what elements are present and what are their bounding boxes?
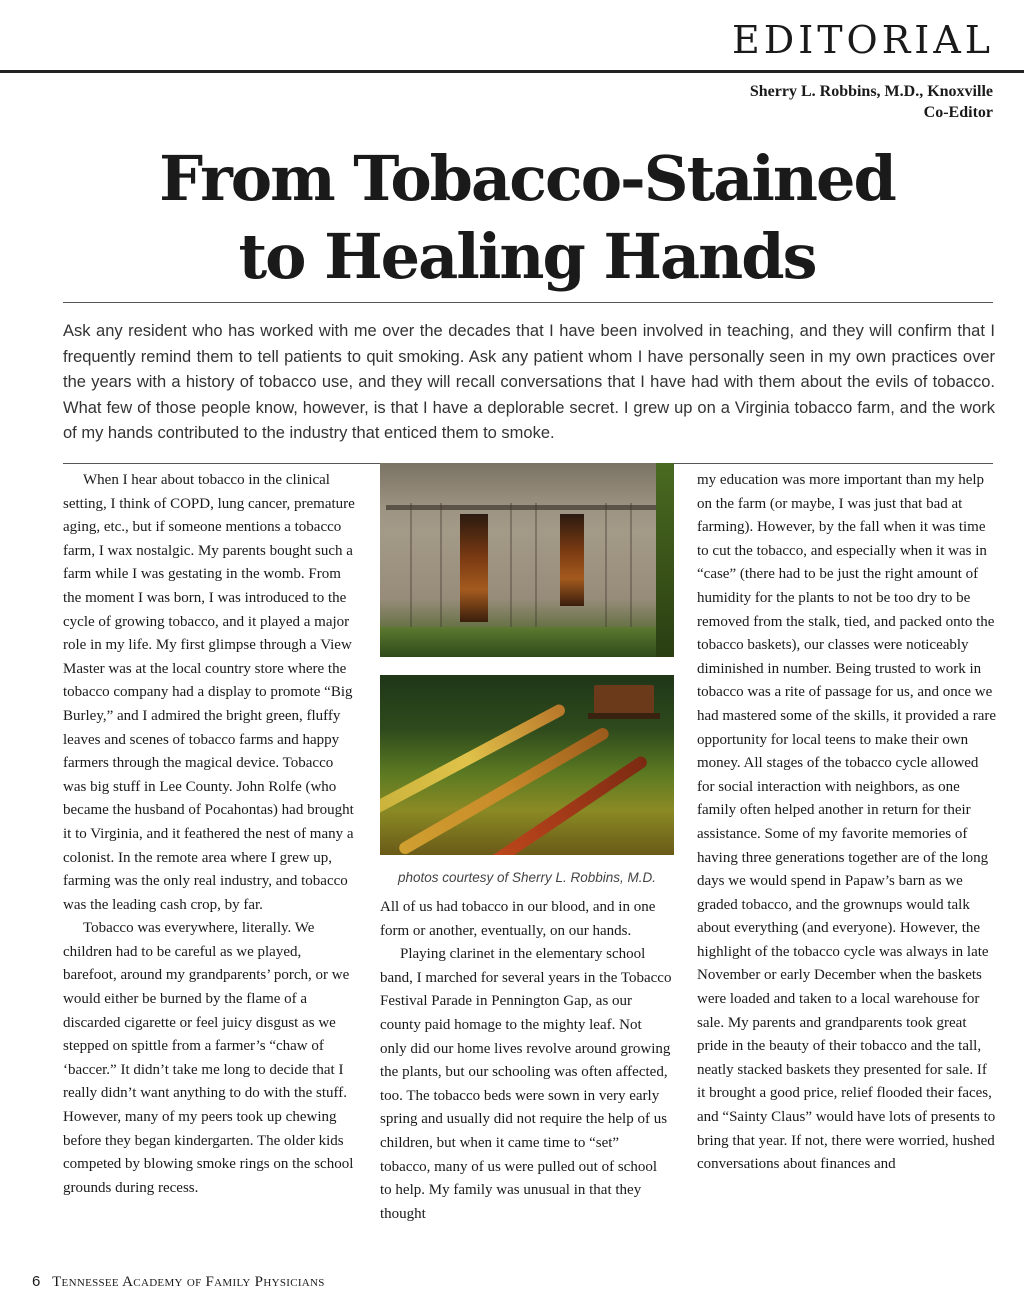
barn-door-hanging-tobacco: [560, 514, 584, 606]
tobacco-row: [477, 754, 650, 855]
barn-tree: [656, 463, 674, 657]
barn-plank: [410, 503, 412, 628]
intro-top-rule: [63, 302, 993, 303]
article-title: [60, 140, 994, 296]
barn-plank: [535, 503, 537, 628]
barn-plank: [440, 503, 442, 628]
title-line-1: From Tobacco-Stained: [159, 142, 895, 215]
header-rule: [0, 70, 1024, 73]
barn-plank: [605, 503, 607, 628]
col3-paragraph-1: my education was more important than my help on the farm (or maybe, I was just that bad at farming). However, by the fall when it was time to cut the tobacco, and especially when it was in “case” (there had to be just the right amount of humidity for the plants to not be too dry to be removed from the stalk, tied, and packed onto the tobacco baskets), our classes were noticeably diminished in number. Being trusted to work in tobacco was a rite of passage for us, and once we had mastered some of the skills, it provided a rare opportunity for local teens to make their own money. All stages of the tobacco cycle allowed for social interaction with neighbors, as one family often helped another in return for their assistance. Some of my favorite memories of having three generations together are of the long days we would spend in Papaw’s barn as we graded tobacco, and the grownups would talk about everything (and everyone). However, the highlight of the tobacco cycle was always in late November or early December when the baskets were loaded and taken to a local warehouse for sale. My parents and grandparents took great pride in the beauty of their tobacco and the tall, neatly stacked baskets they presented for sale. If it brought a good price, relief flooded their faces, and “Sainty Claus” would have lots of presents to bring that year. If not, there were worried, hushed conversations about finances and: [697, 472, 997, 1173]
col1-paragraph-2: Tobacco was everywhere, literally. We children had to be careful as we played, barefoot, around my grandparents’ porch, or we would either be burned by the flame of a discarded cigarette or feel juicy disgust as we stepped on spittle from a farmer’s “chaw of ‘baccer.” It didn’t take me long to decide that I really didn’t want anything to do with the stuff. However, many of my peers took up chewing before they began kindergarten. The older kids competed by blowing smoke rings on the school grounds during recess.: [63, 920, 354, 1196]
barn-beam: [386, 505, 671, 510]
author-name: Sherry L. Robbins, M.D., Knoxville: [749, 83, 993, 100]
page-number: 6: [32, 1273, 41, 1290]
tobacco-wagon-base: [588, 713, 660, 719]
barn-roof: [380, 463, 674, 505]
field-photo: [380, 675, 674, 855]
section-label: EDITORIAL: [731, 18, 994, 62]
intro-paragraph: Ask any resident who has worked with me over the decades that I have been involved in teaching, and they will confirm that I frequently remind them to tell patients to quit smoking. Ask any patient whom I have personally seen in my own practices over the years with a history of tobacco use, and they will recall conversations that I have had with them about the evils of tobacco. What few of those people know, however, is that I have a deplorable secret. I grew up on a Virginia tobacco farm, and the work of my hands contributed to the industry that enticed them to smoke.: [63, 322, 995, 442]
tobacco-row: [380, 702, 567, 816]
barn-photo: [380, 463, 674, 657]
photo-caption: photos courtesy of Sherry L. Robbins, M.D.: [397, 870, 657, 885]
col2-paragraph-1: All of us had tobacco in our blood, and in one form or another, eventually, on our hands.: [380, 899, 656, 939]
column-3: [697, 469, 997, 1177]
tobacco-wagon: [594, 685, 654, 715]
barn-door-hanging-tobacco: [460, 514, 488, 622]
column-1: [63, 469, 358, 1200]
title-line-2: to Healing Hands: [238, 220, 816, 293]
barn-plank: [510, 503, 512, 628]
barn-plank: [630, 503, 632, 628]
organization-name: Tennessee Academy of Family Physicians: [52, 1274, 325, 1290]
col2-paragraph-2: Playing clarinet in the elementary school band, I marched for several years in the Tobacco Festival Parade in Pennington Gap, as our county paid homage to the mighty leaf. Not only did our home lives revolve around growing the plants, but our schooling was often affected, too. The tobacco beds were sown in very early spring and usually did not require the help of us children, but when it came time to “set” tobacco, many of us were pulled out of school to help. My family was unusual in that they thought: [380, 946, 672, 1222]
col1-paragraph-1: When I hear about tobacco in the clinical setting, I think of COPD, lung cancer, premature aging, etc., but if someone mentions a tobacco farm, I wax nostalgic. My parents bought such a farm while I was gestating in the womb. From the moment I was born, I was introduced to the cycle of growing tobacco, and it played a major role in my life. My first glimpse through a View Master was at the local country store where the tobacco company had a display to promote “Big Burley,” and I admired the bright green, fluffy leaves and scenes of tobacco farms and happy farmers through the magical device. Tobacco was big stuff in Lee County. John Rolfe (who became the husband of Pocahontas) had brought it to Virginia, and it feathered the nest of many a colonist. In the remote area where I grew up, farming was the only real industry, and tobacco was the leading cash crop, by far.: [63, 472, 355, 913]
column-2: [380, 896, 672, 1226]
author-role: Co-Editor: [923, 104, 993, 121]
author-block: [750, 81, 993, 123]
page-footer: [32, 1273, 325, 1291]
barn-grass: [380, 627, 674, 657]
